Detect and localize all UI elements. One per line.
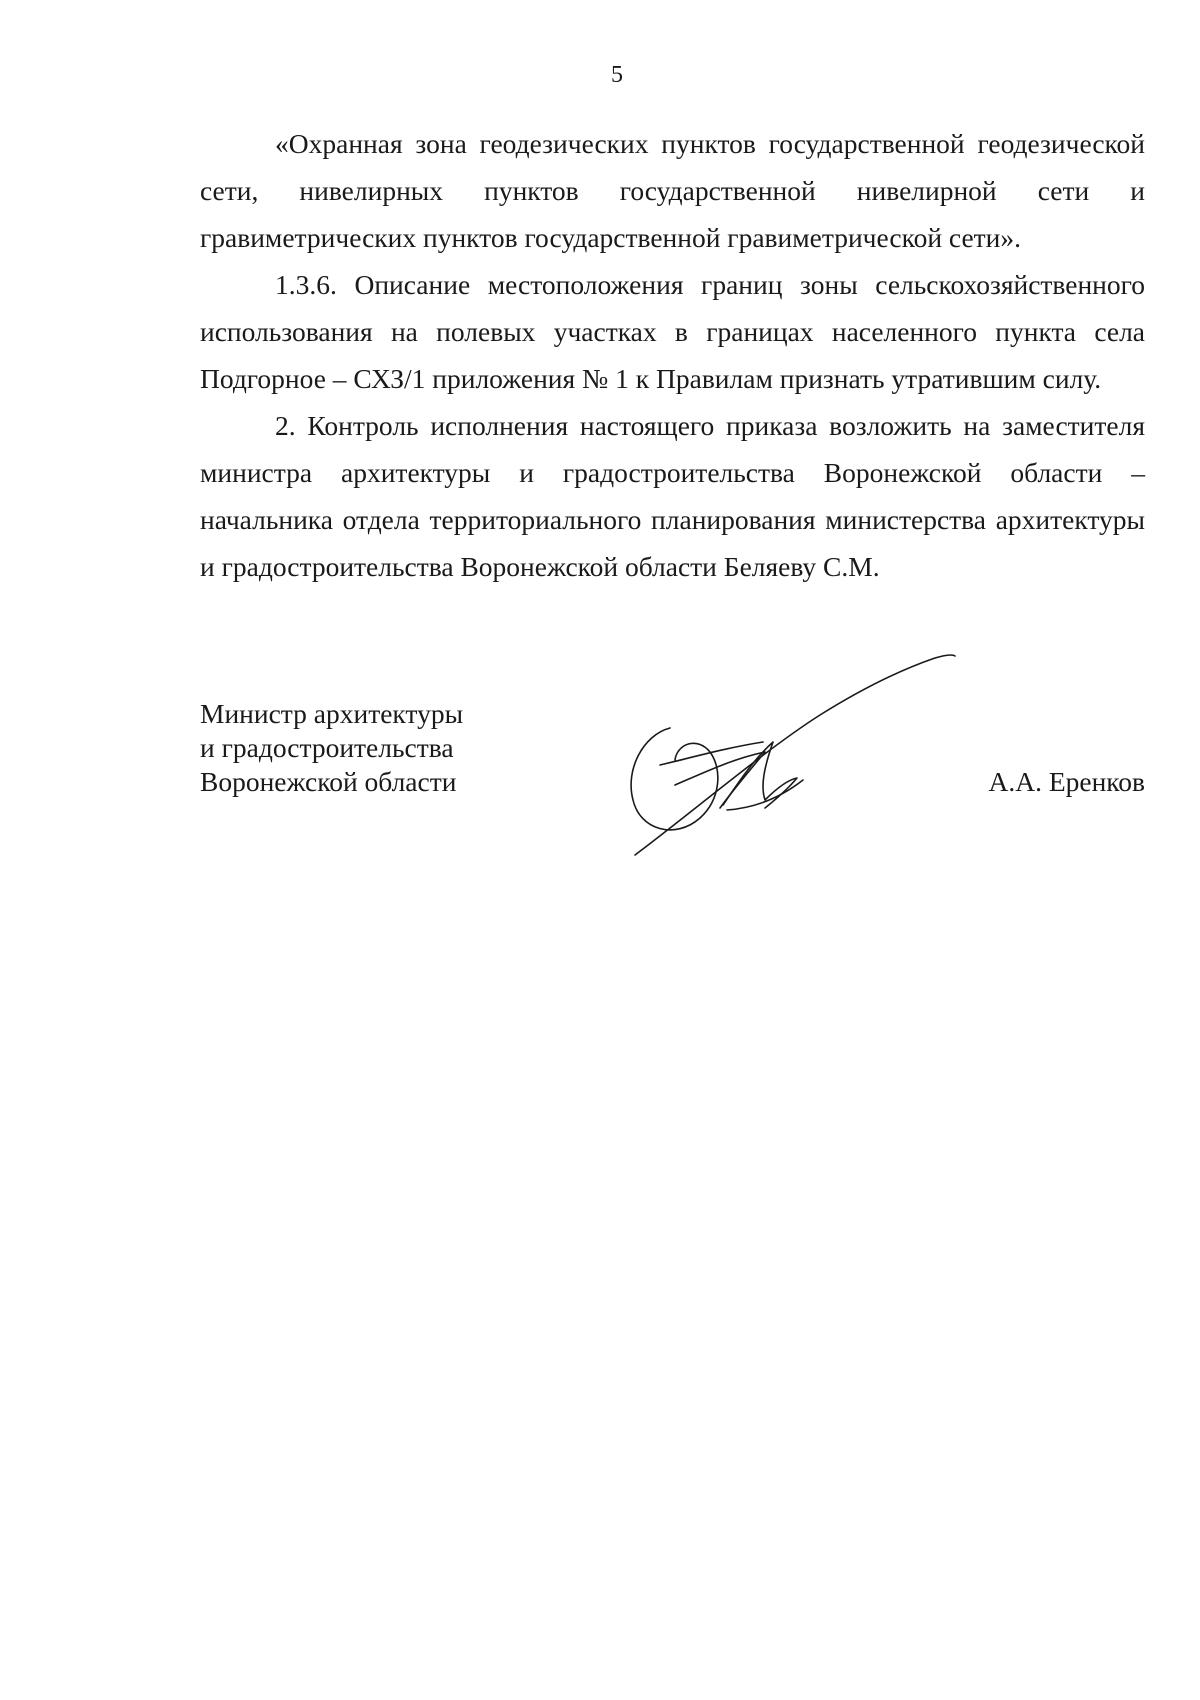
signer-title-line: Воронежской области: [200, 766, 457, 797]
signature-icon: [615, 640, 975, 880]
page-number: 5: [611, 62, 623, 88]
document-body: [200, 120, 1145, 590]
signer-title-line: Министр архитектуры: [200, 698, 464, 729]
signature-cross-stroke: [675, 752, 765, 808]
paragraph-item-1-3-6: 1.3.6. Описание местоположения границ зоны сельскохозяйственного использования на полевых участках в границах населенного пункта села Подгорное – СХЗ/1 приложения № 1 к Правилам признать утратившим силу.: [200, 269, 1145, 394]
signature-flourish-stroke: [635, 655, 955, 855]
signer-name: А.А. Еренков: [988, 766, 1145, 797]
signer-title-line: и градостроительства: [200, 732, 454, 763]
signature-letter-stroke: [723, 742, 797, 808]
paragraph-protected-zone: «Охранная зона геодезических пунктов государственной геодезической сети, нивелирных пунктов государственной нивелирной сети и гравиметрических пунктов государственной гравиметрической сети».: [200, 128, 1145, 253]
signature-loop-stroke: [631, 728, 718, 830]
paragraph-item-2-control: 2. Контроль исполнения настоящего приказа возложить на заместителя министра архитектуры и градостроительства Воронежской области – начальника отдела территориального планирования министерства архитектуры и градостроительства Воронежской области Беляеву С.М.: [200, 410, 1145, 582]
